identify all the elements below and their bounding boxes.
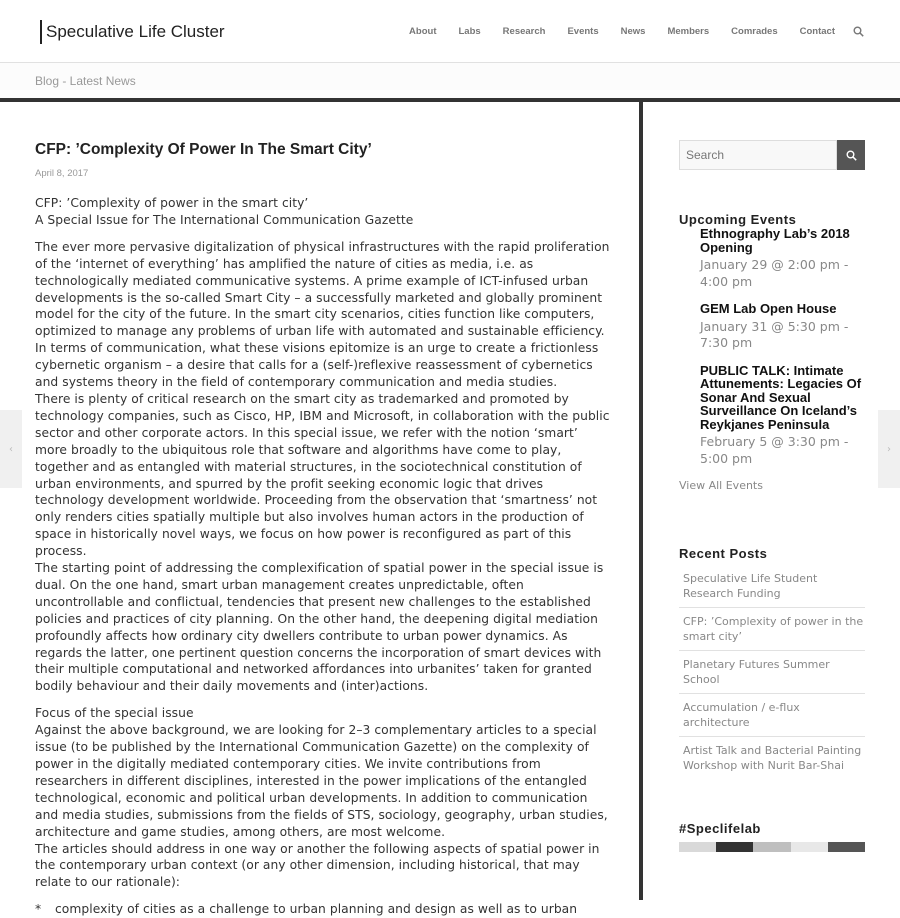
chevron-left-icon: ‹ (9, 443, 13, 455)
sidebar-search (679, 140, 865, 170)
event-time: February 5 @ 3:30 pm - 5:00 pm (700, 434, 849, 466)
events-widget-title: Upcoming Events (679, 212, 797, 227)
post-text: The starting point of addressing the complexification of spatial power in the special issue is dual. On the one hand, smart urban management creates unpredictable, often uncontrollable and conflictual, tendencies that present new challenges to the established policies and practices of city planning. On the other hand, the deepening digital mediation profoundly affects how ordinary city dwellers contribute to urban power dynamics. As regards the latter, one pertinent question concerns the incorporation of smart devices with their multiple computational and networked affordances into urbanites’ taken for granted bodily behaviour and their daily movements and (inter)actions. (35, 561, 604, 694)
site-logo[interactable]: Speculative Life Cluster (40, 20, 225, 44)
post-text: There is plenty of critical research on the smart city as trademarked and promoted by technology companies, such as Cisco, HP, IBM and Microsoft, in collaboration with the public sector and other corporate actors. In this special issue, we refer with the notion ‘smart’ more broadly to the ubiquitous role that software and algorithms have come to play, together and as entangled with material structures, in the sociotechnical constitution of urban environments, and spurred by the profit seeking economic logic that drives technology development worldwide. Proceeding from the observation that ‘smartness’ not only renders cities spatially multiple but also involves human actors in the production of space in historically novel ways, we focus on how power is reconfigured as part of this process. (35, 391, 610, 559)
list-item-text: complexity of cities as a challenge to urban planning and design as well as to urban (55, 902, 578, 917)
content-divider (639, 102, 643, 900)
post-date: April 8, 2017 (35, 168, 89, 179)
nav-item-research[interactable]: Research (502, 26, 546, 37)
post-subject-line: CFP: ’Complexity of power in the smart city’ (35, 196, 309, 210)
post-text: Against the above background, we are looking for 2–3 complementary articles to a special issue (to be published by the International Communication Gazette) on the complexity of power in the digitally mediated contemporary cities. We invite contributions from researchers in different disciplines, interested in the power implications of the entangled technological, economic and political urban developments. In addition to communication and media studies, submissions from the fields of STS, sociology, geography, urban studies, architecture and game studies, among others, are most welcome. (35, 723, 608, 839)
recent-post-link[interactable]: CFP: ’Complexity of power in the smart city’ (679, 608, 865, 651)
event-item (700, 227, 865, 290)
page-title[interactable]: Blog - Latest News (35, 74, 136, 88)
search-button[interactable] (837, 140, 865, 170)
post-content (35, 195, 610, 918)
main-nav (409, 0, 864, 63)
post-paragraph (35, 239, 610, 695)
recent-post-link[interactable]: Planetary Futures Summer School (679, 651, 865, 694)
post-title[interactable]: CFP: ’Complexity Of Power In The Smart City’ (35, 141, 372, 158)
chevron-right-icon: › (887, 443, 891, 455)
event-item (700, 364, 865, 468)
nav-item-labs[interactable]: Labs (458, 26, 481, 37)
bullet-mark: * (35, 902, 42, 917)
event-link[interactable]: GEM Lab Open House (700, 301, 837, 316)
event-time: January 31 @ 5:30 pm - 7:30 pm (700, 318, 849, 350)
sidebar (679, 140, 865, 852)
event-link[interactable]: Ethnography Lab’s 2018 Opening (700, 226, 850, 255)
nav-item-contact[interactable]: Contact (799, 26, 835, 37)
instagram-feed-strip[interactable] (679, 842, 865, 852)
nav-item-members[interactable]: Members (667, 26, 710, 37)
nav-item-events[interactable]: Events (567, 26, 599, 37)
search-input[interactable] (679, 140, 837, 170)
recent-posts-list (679, 565, 865, 779)
speclifelab-title: #Speclifelab (679, 821, 761, 836)
prev-post-arrow[interactable] (0, 410, 22, 488)
recent-post-link[interactable]: Accumulation / e-flux architecture (679, 694, 865, 737)
post-section-heading: Focus of the special issue (35, 706, 194, 721)
nav-item-comrades[interactable]: Comrades (731, 26, 778, 37)
post-subject-subline: A Special Issue for The International Communication Gazette (35, 212, 414, 227)
page-title-bar (0, 63, 900, 102)
event-item (700, 302, 865, 352)
post-article (35, 140, 610, 918)
list-item (35, 901, 610, 918)
recent-posts-title: Recent Posts (679, 546, 768, 561)
nav-item-about[interactable]: About (409, 26, 437, 37)
view-all-events-link[interactable]: View All Events (679, 479, 763, 492)
post-paragraph (35, 195, 610, 229)
next-post-arrow[interactable] (878, 410, 900, 488)
event-link[interactable]: PUBLIC TALK: Intimate Attunements: Legacies Of Sonar And Sexual Surveillance On Iceland’s Reykjanes Peninsula (700, 362, 862, 432)
site-header (0, 0, 900, 63)
search-icon (846, 150, 857, 161)
recent-post-link[interactable]: Artist Talk and Bacterial Painting Workshop with Nurit Bar-Shai (683, 744, 862, 772)
post-text: The ever more pervasive digitalization of physical infrastructures with the rapid proliferation of the ‘internet of everything’ has amplified the nature of cities as media, i.e. as technologically mediated communicative systems. A prime example of ICT-infused urban developments is the so-called Smart City – a successfully marketed and globally prominent model for the city of the future. In the smart city scenarios, cities function like computers, optimized to manage any problems of urban life with automated and sustainable efficiency. In terms of communication, what these visions epitomize is an urge to create a frictionless cybernetic organism – a desire that calls for a (self-)reflexive reassessment of cybernetics and systems theory in the field of contemporary communication and media studies. (35, 239, 610, 390)
event-time: January 29 @ 2:00 pm - 4:00 pm (700, 257, 849, 289)
search-icon[interactable] (853, 26, 864, 37)
post-text: The articles should address in one way or another the following aspects of spatial power in the contemporary urban context (or any other dimension, including historical, that may relate to our rationale): (35, 841, 600, 890)
recent-post-link[interactable]: Speculative Life Student Research Funding (679, 565, 865, 608)
post-paragraph (35, 705, 610, 891)
nav-item-news[interactable]: News (620, 26, 646, 37)
